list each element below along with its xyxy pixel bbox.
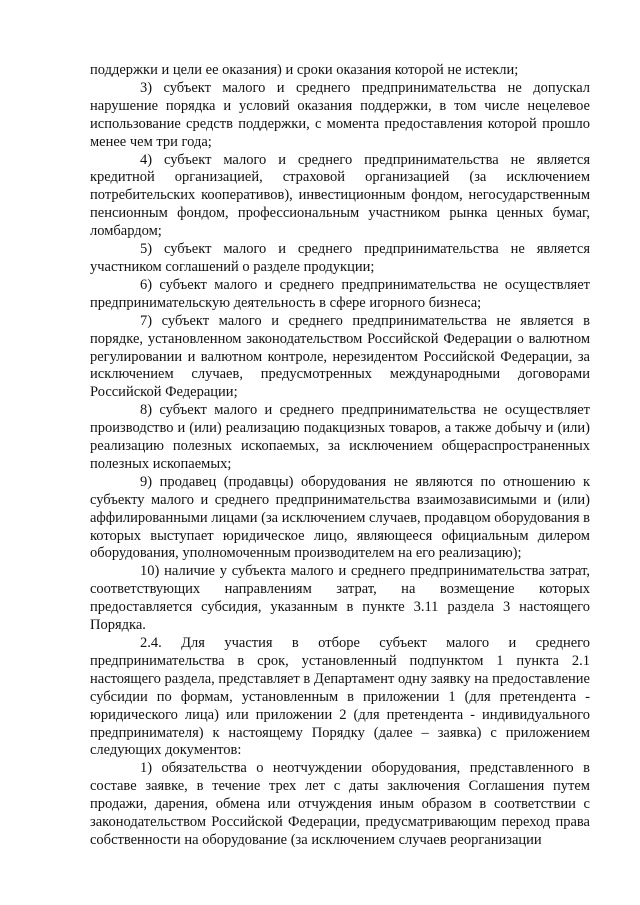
paragraph-item-9: 9) продавец (продавцы) оборудования не являются по отношению к субъекту малого и среднего предпринимательства взаимозависимыми и (или) аффилированными лицами (за исключением случаев, продавцом оборудования в которых выступает юридическое лицо, являющееся официальным дилером оборудования, уполномоченным производителем на его реализацию); [90,473,590,562]
paragraph-subitem-1: 1) обязательства о неотчуждении оборудования, представленного в составе заявке, в течение трех лет с даты заключения Соглашения путем продажи, дарения, обмена или отчуждения иным образом в соответствии с законодательством Российской Федерации, предусматривающим переход права собственности на оборудование (за исключением случаев реорганизации [90,760,590,848]
paragraph-item-6: 6) субъект малого и среднего предпринимательства не осуществляет предпринимательскую деятельность в сфере игорного бизнеса; [90,276,590,311]
document-page [90,62,590,850]
paragraph-item-8: 8) субъект малого и среднего предпринимательства не осуществляет производство и (или) реализацию подакцизных товаров, а также добычу и (или) реализацию полезных ископаемых, за исключением общераспространенных полезных ископаемых; [90,402,590,472]
paragraph-section-2-4: 2.4. Для участия в отборе субъект малого и среднего предпринимательства в срок, установленный подпунктом 1 пункта 2.1 настоящего раздела, представляет в Департамент одну заявку на предоставление субсидии по формам, установленным в приложении 1 (для претендента - юридического лица) или приложении 2 (для претендента - индивидуального предпринимателя) к настоящему Порядку (далее – заявка) с приложением следующих документов: [90,635,590,759]
paragraph-continuation: поддержки и цели ее оказания) и сроки оказания которой не истекли; [90,62,519,78]
paragraph-item-3: 3) субъект малого и среднего предпринимательства не допускал нарушение порядка и условий оказания поддержки, в том числе нецелевое использование средств поддержки, с момента предоставления которой прошло менее чем три года; [90,79,590,150]
paragraph-item-7: 7) субъект малого и среднего предпринимательства не является в порядке, установленном законодательством Российской Федерации о валютном регулировании и валютном контроле, нерезидентом Российской Федерации, за исключением случаев, предусмотренных международными договорами Российской Федерации; [90,312,590,401]
paragraph-item-5: 5) субъект малого и среднего предпринимательства не является участником соглашений о разделе продукции; [90,241,590,275]
paragraph-item-4: 4) субъект малого и среднего предпринимательства не является кредитной организацией, страховой организацией (за исключением потребительских кооперативов), инвестиционным фондом, негосударственным пенсионным фондом, профессиональным участником рынка ценных бумаг, ломбардом; [90,151,590,240]
paragraph-item-10: 10) наличие у субъекта малого и среднего предпринимательства затрат, соответствующих направлениям затрат, на возмещение которых предоставляется субсидия, указанным в пункте 3.11 раздела 3 настоящего Порядка. [90,563,590,634]
